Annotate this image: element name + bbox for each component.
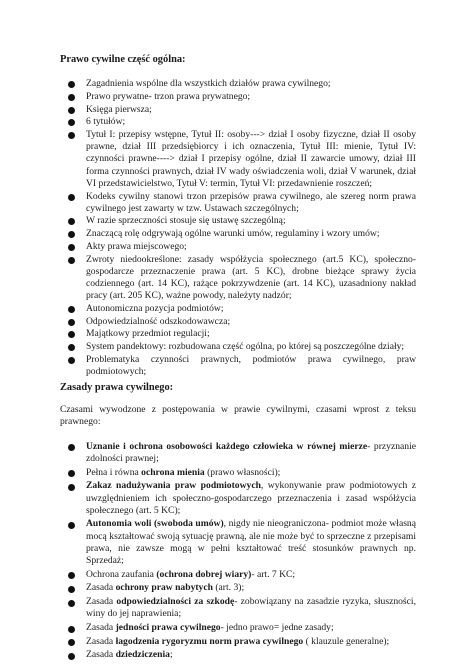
list-item (62, 228, 416, 240)
bold-text-run: odpowiedzialności za szkodę (116, 596, 235, 608)
section-title-principles: Zasady prawa cywilnego: (60, 382, 174, 394)
list-item (62, 254, 416, 303)
text-run: (art. 3); (212, 582, 245, 594)
list-item (62, 622, 416, 634)
bullet-icon (68, 470, 75, 477)
text-run: , nigdy nie nieograniczona- podmiot może własną mocą kształtować swoją sytuację prawną, ale nie może być to sprzeczne z przepisami prawa, nie zawsze mogą w pełni kształtować treść stosunków prawnych np. Sprzedaż; (86, 518, 416, 567)
bullet-icon (68, 132, 75, 139)
list-item-text: Prawo prywatne- trzon prawa prywatnego; (86, 90, 251, 102)
list-item (62, 569, 416, 581)
list-item (62, 78, 416, 90)
bullet-icon (68, 600, 75, 607)
bullet-icon (68, 484, 75, 491)
text-run: Pełna i równa (86, 466, 142, 478)
bullet-icon (68, 653, 75, 660)
list-item (62, 467, 416, 479)
text-run: Zasada (86, 596, 117, 608)
bullet-icon (68, 94, 75, 101)
list-item (62, 582, 416, 594)
bullet-icon (68, 344, 75, 351)
text-run: Zasada (86, 649, 116, 661)
bullet-icon (68, 639, 75, 646)
bullet-icon (68, 357, 75, 364)
bullet-icon (68, 231, 75, 238)
text-run: ( klauzule generalne); (303, 635, 390, 647)
bold-text-run: ochrona mienia (141, 466, 205, 478)
list-item (62, 354, 416, 378)
list-item (62, 303, 416, 315)
list-item-text: Księga pierwsza; (86, 103, 152, 115)
list-item-text: Problematyka czynności prawnych, podmiotów prawa cywilnego, praw podmiotowych; (86, 353, 416, 377)
list-item (62, 116, 416, 128)
list-item (62, 341, 416, 353)
list-item (62, 91, 416, 103)
text-run: - zobowiązany na zasadzie ryzyka, słuszności, winy do jej naprawienia; (86, 596, 416, 620)
text-run: Zasada (86, 622, 116, 634)
text-run: (prawo własności); (204, 466, 281, 478)
list-item (62, 241, 416, 253)
bullet-icon (68, 331, 75, 338)
text-run: , wykonywanie praw podmiotowych z uwzględnieniem ich społeczno-gospodarczego przeznaczenia i zasad współżycia społecznego (art. 5 KC); (86, 480, 416, 516)
text-run: Ochrona zaufania (86, 568, 157, 580)
list-item (62, 215, 416, 227)
bold-text-run: jedności prawa cywilnego (115, 622, 221, 634)
list-item (62, 104, 416, 116)
list-item-text: W razie sprzeczności stosuje się ustawę szczególną; (86, 215, 286, 227)
list-item (62, 518, 416, 567)
bullet-icon (68, 319, 75, 326)
list-item-text: Odpowiedzialność odszkodowawcza; (86, 315, 231, 327)
bullet-icon (68, 107, 75, 114)
list-item-text: Zwroty niedookreślone: zasady współżycia społecznego (art.5 KC), społeczno-gospodarcze przeznaczenie prawa (art. 5 KC), drobne bieżące sprawy życia codziennego (art. 14 KC), rażące pokrzywdzenie (art. 14 KC), uzasadniony nakład pracy (art. 205 KC), ważne powody, należyty nadzór; (86, 253, 416, 302)
bold-text-run: Autonomia woli (swoboda umów) (86, 518, 224, 530)
text-run: - jedno prawo= jedne zasady; (220, 622, 334, 634)
bold-text-run: (ochrona dobrej wiary) (156, 568, 252, 580)
bullet-icon (68, 257, 75, 264)
bold-text-run: łagodzenia rygoryzmu norm prawa cywilnego (115, 635, 304, 647)
text-run: Zasada (86, 582, 116, 594)
text-run: ; (169, 649, 173, 661)
bullet-icon (68, 244, 75, 251)
bullet-icon (68, 444, 75, 451)
bullet-icon (68, 119, 75, 126)
bullet-icon (68, 586, 75, 593)
list-item (62, 129, 416, 190)
list-item-text: Autonomiczna pozycja podmiotów; (86, 302, 224, 314)
bold-text-run: Uznanie i ochrona osobowości każdego człowieka w równej mierze (86, 440, 368, 452)
bullet-icon (68, 218, 75, 225)
general-part-list (62, 78, 416, 378)
list-item-text: System pandektowy: rozbudowana część ogólna, po której są poszczególne działy; (86, 340, 405, 352)
bullet-icon (68, 626, 75, 633)
list-item (62, 649, 416, 661)
bullet-icon (68, 194, 75, 201)
bold-text-run: dziedziczenia (115, 649, 170, 661)
list-item (62, 480, 416, 517)
list-item (62, 636, 416, 648)
bold-text-run: ochrony praw nabytych (115, 582, 213, 594)
bold-text-run: Zakaz nadużywania praw podmiotowych (86, 480, 261, 492)
bullet-icon (68, 522, 75, 529)
bullet-icon (68, 572, 75, 579)
list-item-text: Majątkowy przedmiot regulacji; (86, 328, 210, 340)
text-run: - przyznanie zdolności prawnej; (86, 440, 416, 464)
list-item-text: 6 tytułów; (86, 116, 126, 128)
list-item-text: Znaczącą rolę odgrywają ogólne warunki umów, regulaminy i wzory umów; (86, 228, 380, 240)
text-run: - art. 7 KC; (251, 568, 296, 580)
text-run: Zasada (86, 635, 116, 647)
list-item (62, 191, 416, 215)
list-item (62, 316, 416, 328)
list-item-text: Kodeks cywilny stanowi trzon przepisów prawa cywilnego, ale szereg norm prawa cywilnego jest zawarty w tzw. Ustawach szczególnych; (86, 190, 416, 214)
bullet-icon (68, 306, 75, 313)
section-title-general-part: Prawo cywilne część ogólna: (60, 54, 186, 65)
principles-list (62, 441, 416, 662)
list-item (62, 328, 416, 340)
bullet-icon (68, 81, 75, 88)
list-item (62, 441, 416, 465)
principles-intro: Czasami wywodzone z postępowania w prawie cywilnymi, czasami wprost z teksu prawnego: (60, 404, 416, 428)
list-item (62, 596, 416, 620)
list-item-text: Zagadnienia wspólne dla wszystkich działów prawa cywilnego; (86, 78, 331, 90)
list-item-text: Akty prawa miejscowego; (86, 240, 187, 252)
list-item-text: Tytuł I: przepisy wstępne, Tytuł II: osoby---> dział I osoby fizyczne, dział II osoby prawne, dział III przedsiębiorcy i ich oznaczenia, Tytuł III: mienie, Tytuł IV: czynności prawne----> dział I przepisy ogólne, dział II zawarcie umowy, dział III forma czynności prawnych, dział IV wady oświadczenia woli, dział V warunek, dział VI przedstawicielstwo, Tytuł V: termin, Tytuł VI: przedawnienie roszczeń; (86, 129, 416, 189)
